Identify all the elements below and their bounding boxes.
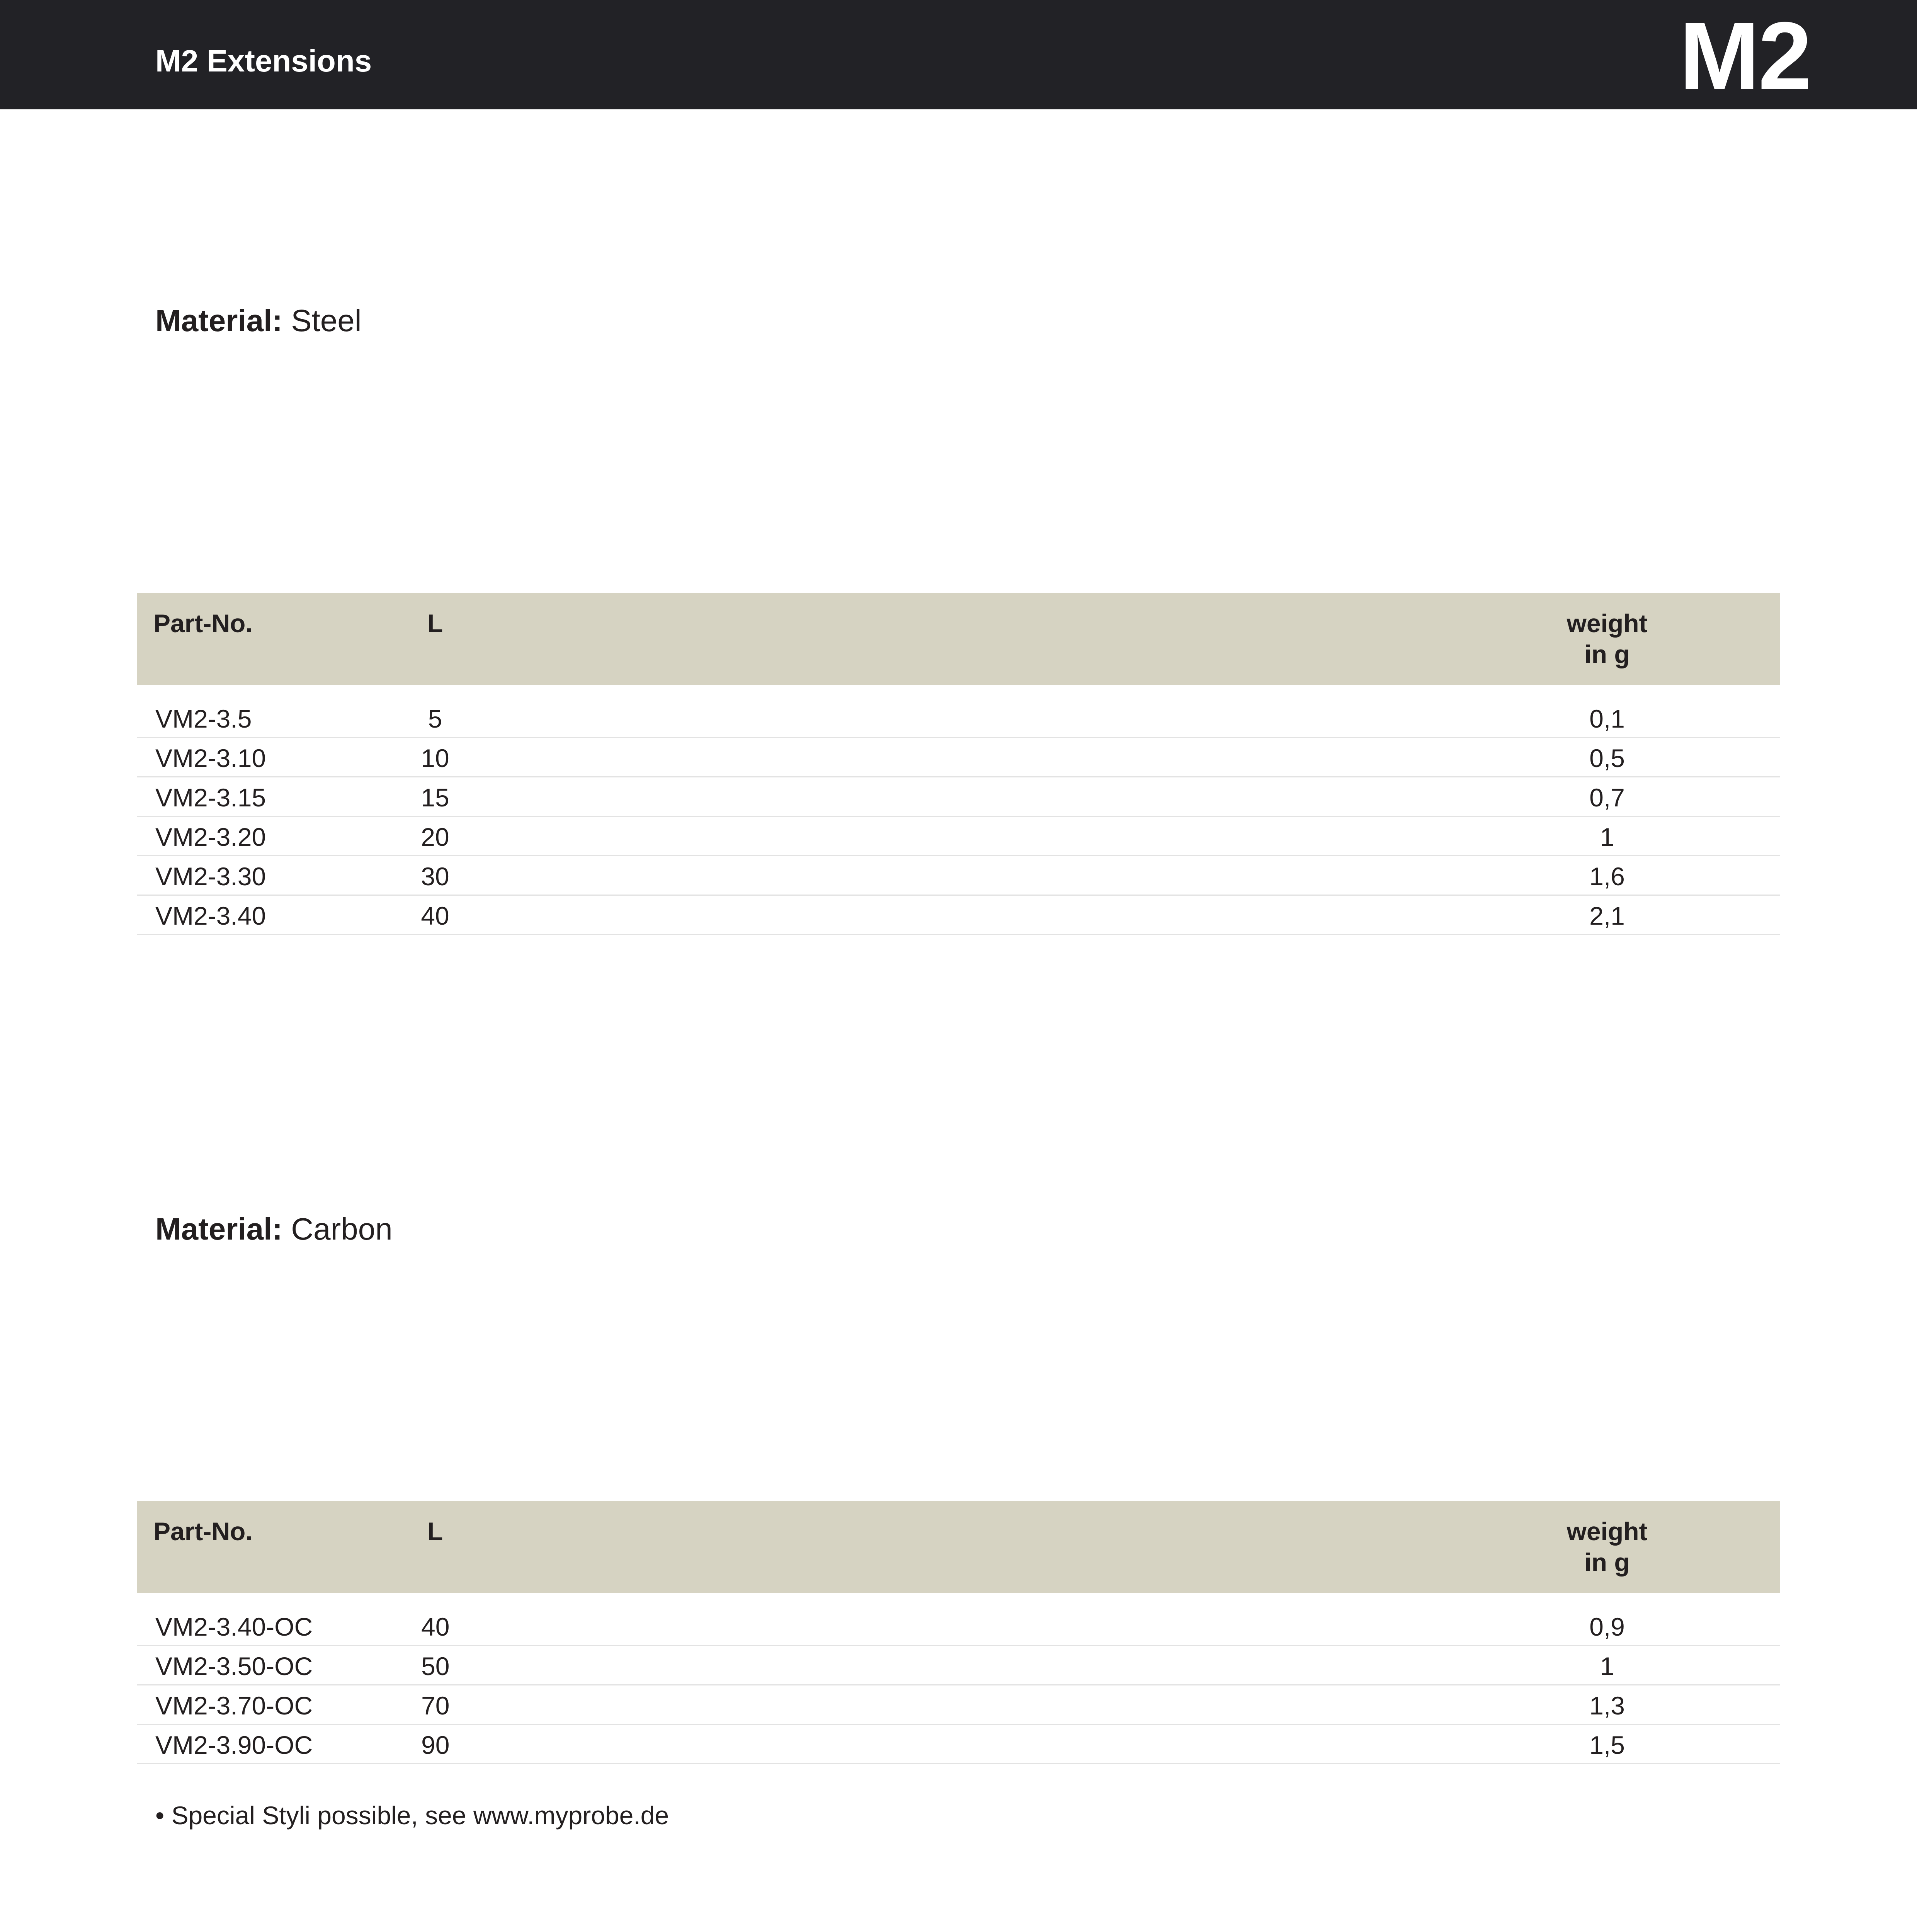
material-value: Carbon <box>291 1212 393 1246</box>
table-row: VM2-3.70-OC 70 1,3 <box>137 1685 1780 1725</box>
column-header-weight: weight in g <box>1567 1517 1648 1577</box>
table-row: VM2-3.40 40 2,1 <box>137 896 1780 935</box>
table-row: VM2-3.30 30 1,6 <box>137 856 1780 896</box>
material-label: Material: <box>155 1212 282 1246</box>
table-row: VM2-3.20 20 1 <box>137 817 1780 856</box>
table-row: VM2-3.5 5 0,1 <box>137 699 1780 738</box>
parts-table-carbon <box>137 1501 1780 1764</box>
column-header-weight: weight in g <box>1567 609 1648 668</box>
table-header: Part-No. L weight in g <box>137 1501 1780 1593</box>
table-row: VM2-3.40-OC 40 0,9 <box>137 1607 1780 1646</box>
column-header-part: Part-No. <box>153 1517 253 1546</box>
table-body <box>137 1593 1780 1764</box>
table-row: VM2-3.10 10 0,5 <box>137 738 1780 777</box>
table-row: VM2-3.15 15 0,7 <box>137 777 1780 817</box>
material-value: Steel <box>291 303 362 338</box>
material-label: Material: <box>155 303 282 338</box>
table-header: Part-No. L weight in g <box>137 593 1780 685</box>
material-heading-steel <box>155 305 362 336</box>
table-row: VM2-3.90-OC 90 1,5 <box>137 1725 1780 1764</box>
column-header-part: Part-No. <box>153 609 253 638</box>
table-row: VM2-3.50-OC 50 1 <box>137 1646 1780 1685</box>
header-code: M2 <box>1679 2 1810 110</box>
table-body <box>137 685 1780 935</box>
header-title: M2 Extensions <box>155 44 372 78</box>
parts-table-steel <box>137 593 1780 935</box>
special-styli-note: • Special Styli possible, see www.myprobe.de <box>155 1801 669 1830</box>
material-heading-carbon <box>155 1214 393 1245</box>
page-header <box>0 0 1917 109</box>
